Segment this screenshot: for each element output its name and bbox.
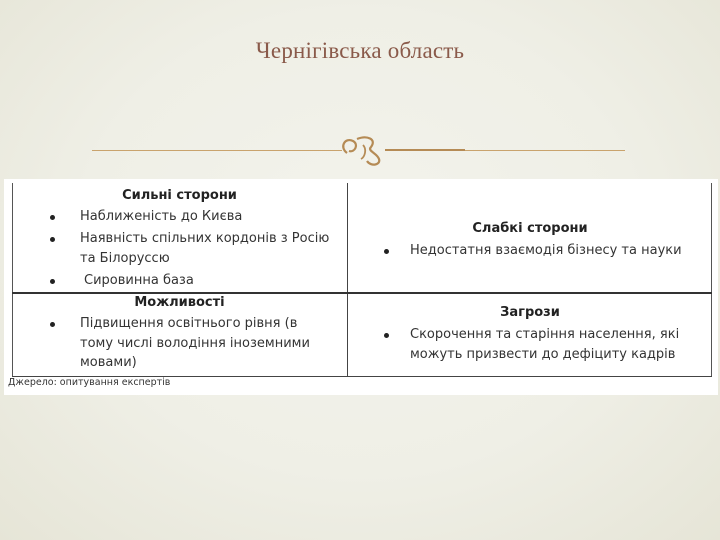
divider-left (92, 150, 342, 151)
threat-item: можуть призвести до дефіциту кадрів (410, 347, 676, 362)
scroll-flourish-icon (337, 133, 389, 167)
table-border-left (12, 183, 13, 377)
opportunity-item: мовами) (80, 355, 137, 370)
opportunities-heading: Можливості (134, 295, 225, 310)
table-border-right (711, 183, 712, 377)
bullet-icon (384, 249, 389, 254)
weakness-item: Недостатня взаємодія бізнесу та науки (410, 243, 682, 258)
strengths-heading: Сильні сторони (122, 188, 237, 203)
opportunity-item: Підвищення освітнього рівня (в (80, 316, 298, 331)
table-divider-vertical (347, 183, 348, 377)
bullet-icon (50, 322, 55, 327)
bullet-icon (50, 237, 55, 242)
strength-item: Сировинна база (84, 273, 194, 288)
strength-item: Наближеність до Києва (80, 209, 243, 224)
table-divider-horizontal (12, 292, 712, 294)
bullet-icon (384, 333, 389, 338)
threats-heading: Загрози (500, 305, 560, 320)
bullet-icon (50, 279, 55, 284)
strength-item: Наявність спільних кордонів з Росію (80, 231, 330, 246)
bullet-icon (50, 215, 55, 220)
divider-right-accent (385, 149, 465, 151)
swot-table (4, 179, 718, 395)
threat-item: Скорочення та старіння населення, які (410, 327, 680, 342)
source-note: Джерело: опитування експертів (8, 377, 171, 388)
slide-title: Чернігівська область (255, 38, 465, 63)
opportunity-item: тому числі володіння іноземними (80, 336, 310, 351)
swot-grid (12, 183, 712, 377)
weaknesses-heading: Слабкі сторони (472, 221, 588, 236)
strength-item: та Білоруссю (80, 251, 170, 266)
